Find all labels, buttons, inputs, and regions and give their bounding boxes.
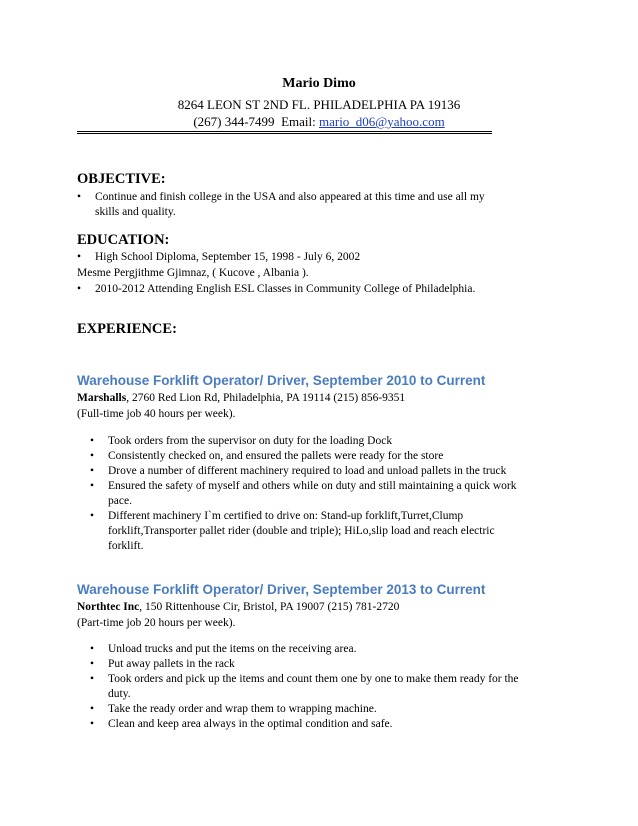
company-address: , 150 Rittenhouse Cir, Bristol, PA 19007 (215) 781-2720	[139, 601, 400, 613]
applicant-address: 8264 LEON ST 2ND FL. PHILADELPHIA PA 19136	[177, 97, 461, 112]
list-item: • Ensured the safety of myself and others while on duty and still maintaining a quick work pace.	[90, 480, 517, 507]
school-name: Mesme Pergjithme Gjimnaz, ( Kucove , Albania ).	[77, 267, 309, 279]
list-item: • Took orders from the supervisor on duty for the loading Dock	[90, 435, 393, 447]
experience-heading: EXPERIENCE:	[77, 321, 177, 337]
list-item: skills and quality.	[95, 206, 176, 218]
list-item: • Put away pallets in the rack	[90, 658, 235, 670]
phone: (267) 344-7499	[193, 114, 275, 129]
list-item: • Take the ready order and wrap them to wrapping machine.	[90, 703, 377, 715]
job-hours: (Full-time job 40 hours per week).	[77, 408, 236, 420]
list-item: • Continue and finish college in the USA and also appeared at this time and use all my	[77, 191, 485, 203]
company-name: Northtec Inc	[77, 601, 140, 613]
email-label: Email:	[281, 114, 316, 129]
list-item: • High School Diploma, September 15, 1998 - July 6, 2002	[77, 251, 361, 263]
job-duties	[90, 642, 519, 732]
list-item: • Unload trucks and put the items on the receiving area.	[90, 643, 357, 655]
email-link[interactable]: mario_d06@yahoo.com	[318, 114, 445, 129]
objective-heading: OBJECTIVE:	[77, 171, 166, 187]
education-list-2	[77, 282, 476, 297]
list-item: • Different machinery I`m certified to drive on: Stand-up forklift,Turret,Clump forklift,Transporter pallet rider (double and triple); HiLo,slip load and reach electric forklift.	[90, 510, 495, 552]
company-address: , 2760 Red Lion Rd, Philadelphia, PA 19114 (215) 856-9351	[126, 392, 406, 404]
job-title: Warehouse Forklift Operator/ Driver, September 2013 to Current	[77, 582, 486, 597]
job-duties	[90, 434, 517, 554]
education-list-1	[77, 250, 361, 265]
education-heading: EDUCATION:	[77, 232, 170, 248]
list-item: • Clean and keep area always in the optimal condition and safe.	[90, 718, 393, 730]
list-item: • Drove a number of different machinery required to load and unload pallets in the truck	[90, 465, 507, 477]
list-item: • 2010-2012 Attending English ESL Classes in Community College of Philadelphia.	[77, 283, 476, 295]
job-hours: (Part-time job 20 hours per week).	[77, 617, 236, 629]
list-item: • Took orders and pick up the items and count them one by one to make them ready for the duty.	[90, 673, 519, 700]
list-item: • Consistently checked on, and ensured the pallets were ready for the store	[90, 450, 444, 462]
job-title: Warehouse Forklift Operator/ Driver, September 2010 to Current	[77, 373, 486, 388]
objective-list	[77, 190, 485, 220]
company-name: Marshalls	[77, 392, 127, 404]
job-company-line	[77, 600, 399, 615]
job-company-line	[77, 391, 405, 406]
contact-line	[0, 114, 638, 129]
header-divider	[77, 131, 492, 134]
applicant-name: Mario Dimo	[282, 76, 356, 91]
